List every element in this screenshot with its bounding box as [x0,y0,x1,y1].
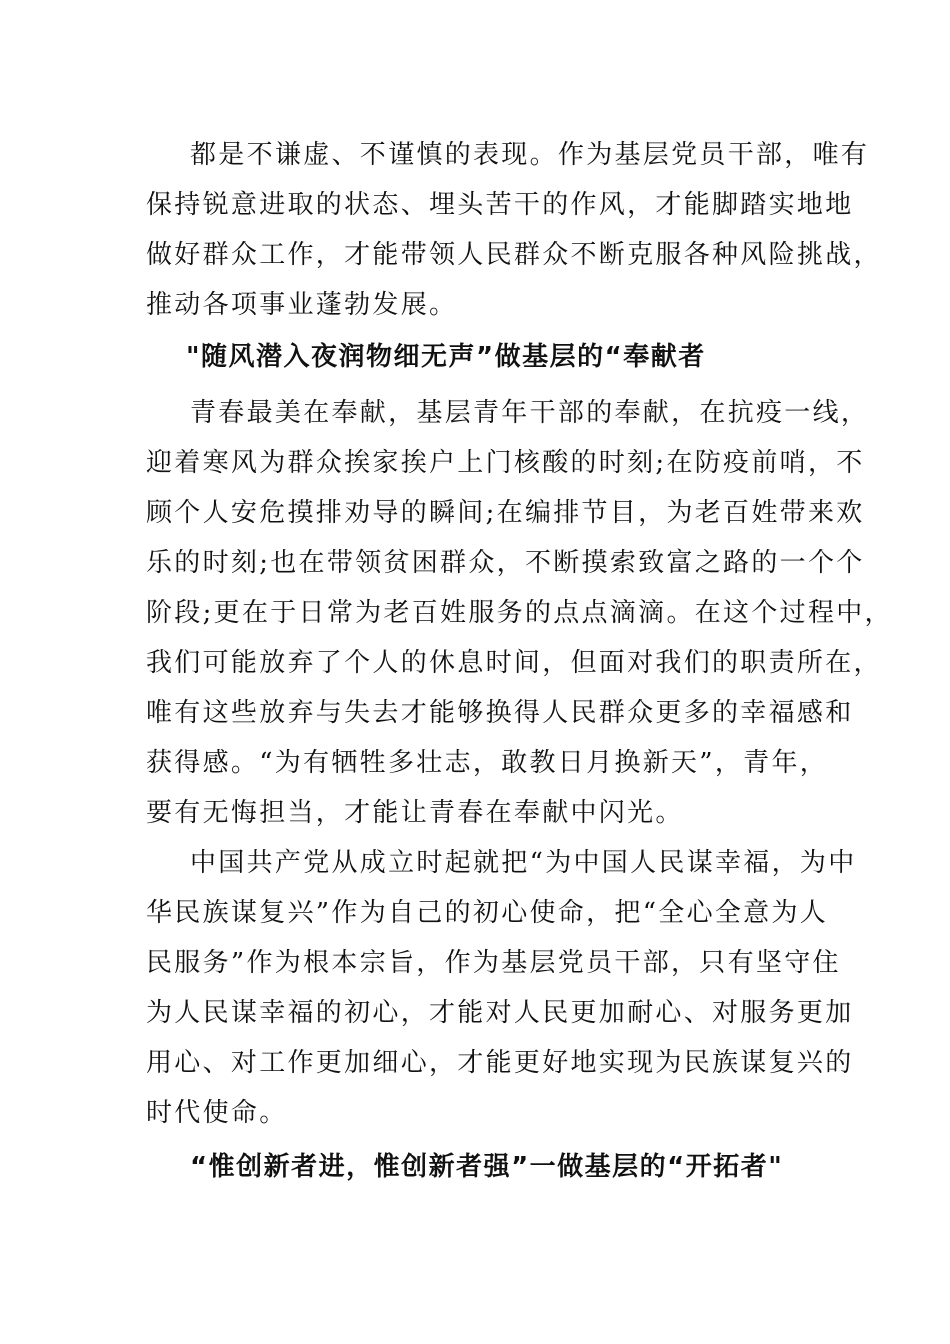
paragraph-2-line-8: 获得感。“为有牺牲多壮志，敢教日月换新天”，青年， [146,748,829,778]
paragraph-2-line-2: 迎着寒风为群众挨家挨户上门核酸的时刻;在防疫前哨，不 [146,448,865,478]
paragraph-2-line-6: 我们可能放弃了个人的休息时间，但面对我们的职责所在， [146,648,882,678]
paragraph-3-line-5: 用心、对工作更加细心，才能更好地实现为民族谋复兴的 [146,1048,854,1078]
paragraph-2-line-4: 乐的时刻;也在带领贫困群众，不断摸索致富之路的一个个 [146,548,865,578]
paragraph-3-line-4: 为人民谋幸福的初心，才能对人民更加耐心、对服务更加 [146,998,854,1028]
paragraph-2-line-7: 唯有这些放弃与失去才能够换得人民群众更多的幸福感和 [146,698,854,728]
paragraph-2-line-5: 阶段;更在于日常为老百姓服务的点点滴滴。在这个过程中， [146,598,893,628]
paragraph-1-line-2: 保持锐意进取的状态、埋头苦干的作风，才能脚踏实地地 [146,190,854,220]
paragraph-3-line-2: 华民族谋复兴”作为自己的初心使命，把“全心全意为人 [146,898,829,928]
paragraph-1-line-1: 都是不谦虚、不谨慎的表现。作为基层党员干部，唯有 [190,140,870,170]
section-heading-2: “惟创新者进，惟创新者强”一做基层的“开拓者" [190,1152,784,1182]
paragraph-2-line-9: 要有无悔担当，才能让青春在奉献中闪光。 [146,798,684,828]
paragraph-3-line-6: 时代使命。 [146,1098,288,1128]
paragraph-3-line-3: 民服务”作为根本宗旨，作为基层党员干部，只有坚守住 [146,948,841,978]
paragraph-1-line-4: 推动各项事业蓬勃发展。 [146,290,458,320]
section-heading-1: "随风潜入夜润物细无声”做基层的“奉献者 [186,342,706,372]
paragraph-2-line-1: 青春最美在奉献，基层青年干部的奉献，在抗疫一线， [190,398,870,428]
paragraph-1-line-3: 做好群众工作，才能带领人民群众不断克服各种风险挑战， [146,240,882,270]
paragraph-3-line-1: 中国共产党从成立时起就把“为中国人民谋幸福，为中 [190,848,857,878]
paragraph-2-line-3: 顾个人安危摸排劝导的瞬间;在编排节目，为老百姓带来欢 [146,498,865,528]
